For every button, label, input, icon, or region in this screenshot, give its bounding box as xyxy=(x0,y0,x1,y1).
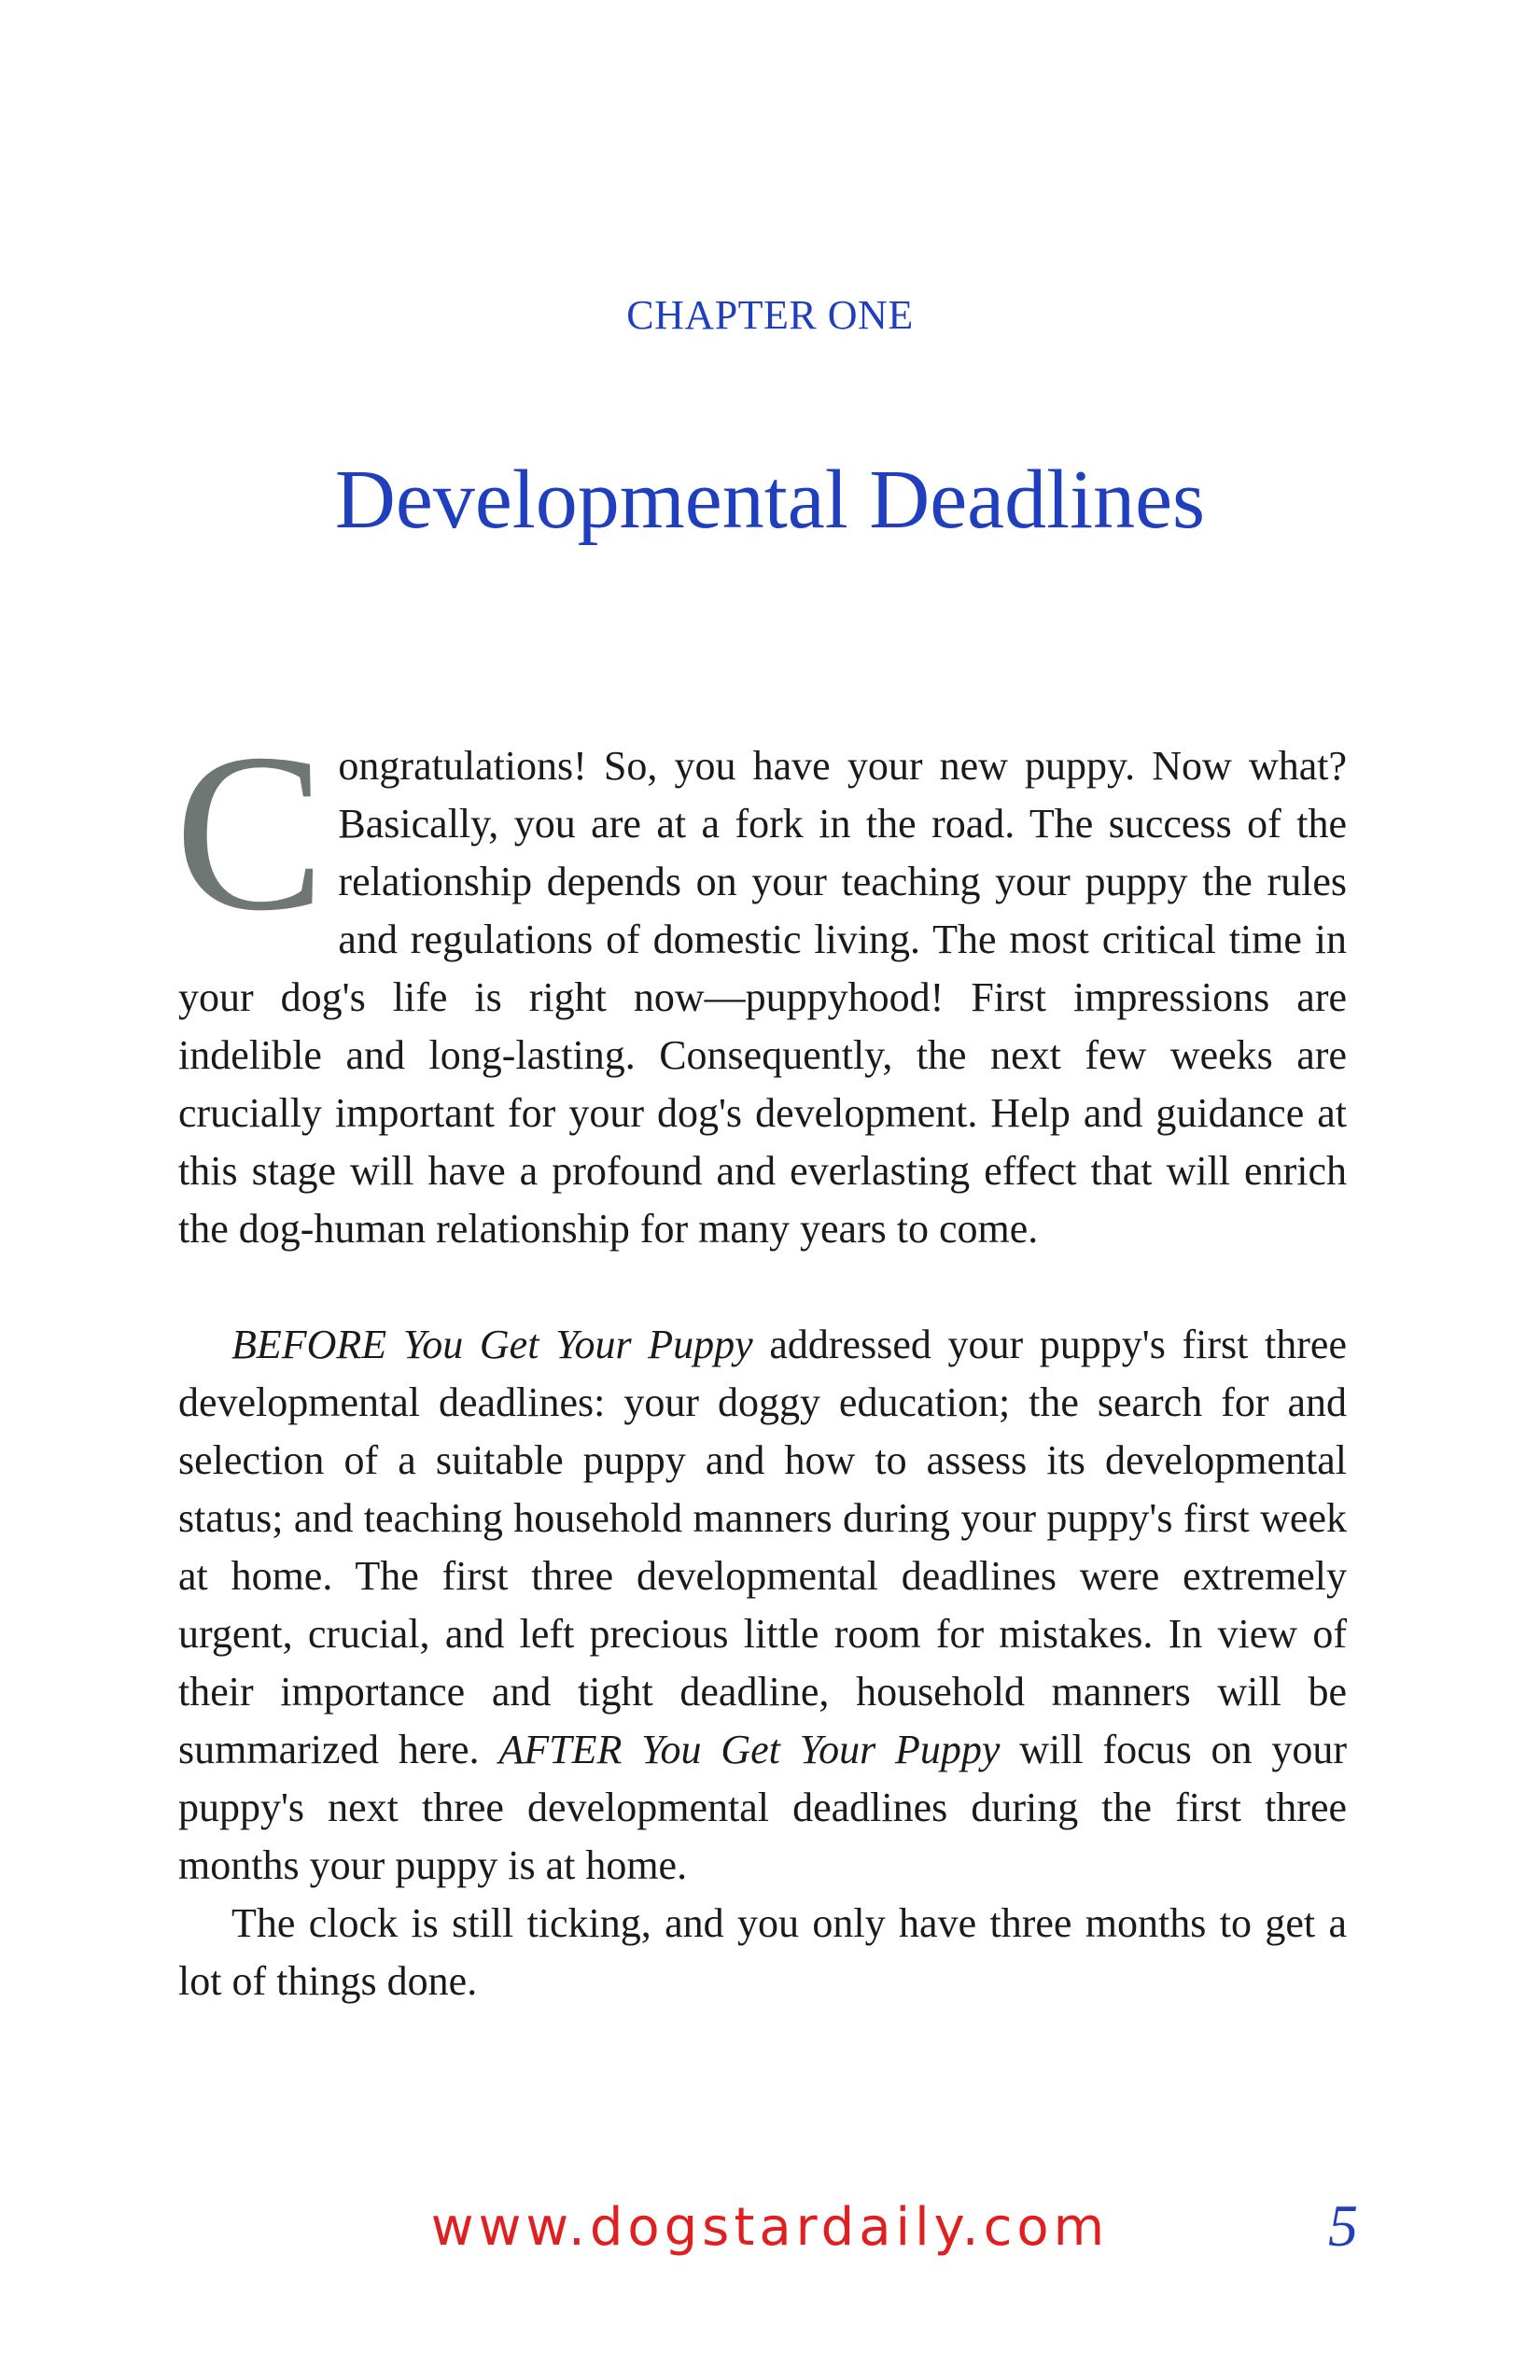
page-number: 5 xyxy=(1328,2192,1358,2259)
chapter-label: CHAPTER ONE xyxy=(626,292,914,338)
paragraph-1 xyxy=(175,707,1347,1258)
book-title-before: BEFORE You Get Your Puppy xyxy=(231,1322,753,1367)
paragraph-3 xyxy=(178,1895,1347,2010)
body-text xyxy=(175,707,1348,2010)
paragraph-spacer xyxy=(178,1258,1347,1316)
book-title-after: AFTER You Get Your Puppy xyxy=(498,1727,1001,1772)
paragraph-2 xyxy=(178,1316,1347,1895)
paragraph-3-text: The clock is still ticking, and you only have three months to get a lot of things done. xyxy=(178,1900,1347,2004)
paragraph-1-text: ongratulations! So, you have your new puppy. Now what? Basically, you are at a fork in the road. The success of the relationship depends on your teaching your puppy the rules and regulations of domestic living. The most critical time in your dog's life is right now—puppyhood! First impressions are indelible and long-lasting. Consequently, the next few weeks are crucially important for your dog's development. Help and guidance at this stage will have a profound and everlasting effect that will enrich the dog-human relationship for many years to come. xyxy=(178,743,1347,1252)
paragraph-2-text-a: addressed your puppy's first three developmental deadlines: your doggy education; the search for and selection of a suitable puppy and how to assess its developmental status; and teaching household manners during your puppy's first week at home. The first three developmental deadlines were extremely urgent, crucial, and left precious little room for mistakes. In view of their importance and tight deadline, household manners will be summarized here. xyxy=(178,1322,1347,1772)
footer-url-link[interactable]: www.dogstardaily.com xyxy=(430,2197,1110,2258)
drop-cap: C xyxy=(175,707,326,958)
paragraph-2-text-b: will focus on your puppy's next three developmental deadlines during the first three months your puppy is at home. xyxy=(178,1727,1348,1888)
chapter-title: Developmental Deadlines xyxy=(334,454,1206,546)
